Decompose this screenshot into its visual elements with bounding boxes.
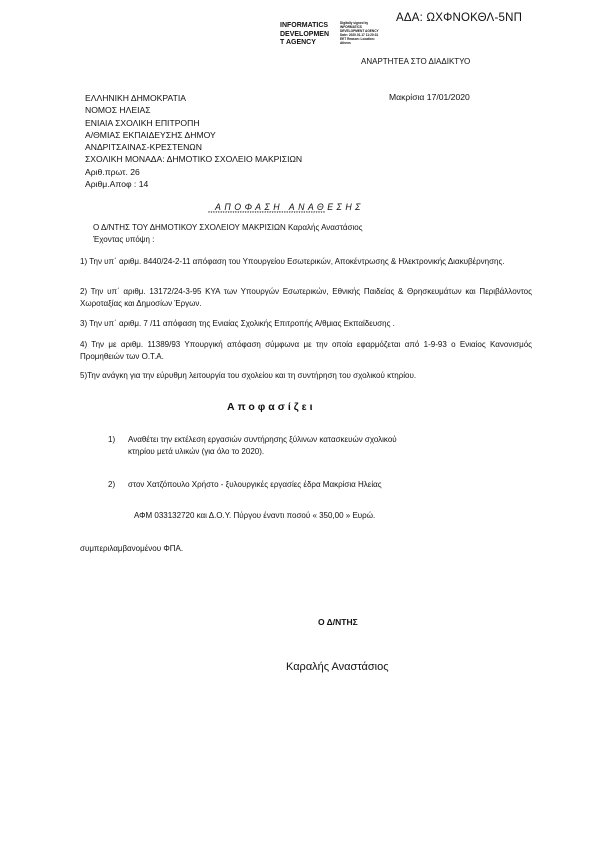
agency-logo (280, 22, 329, 48)
header-line: ΣΧΟΛΙΚΗ ΜΟΝΑΔΑ: ΔΗΜΟΤΙΚΟ ΣΧΟΛΕΙΟ ΜΑΚΡΙΣΙΩΝ (85, 154, 303, 165)
decision-number: 1) (108, 435, 116, 444)
consideration-item: 5)Την ανάγκη για την εύρυθμη λειτουργία του σχολείου και τη συντήρηση του σχολικού κτηρίου. (80, 371, 417, 380)
signer-name: Καραλής Αναστάσιος (286, 661, 389, 673)
ada-code: ΑΔΑ: ΩΧΦΝΟΚΘΛ-5ΝΠ (396, 12, 523, 24)
decision-text: Αναθέτει την εκτέλεση εργασιών συντήρησης ξύλινων κατασκευών σχολικού (128, 435, 397, 444)
tax-id-amount: ΑΦΜ 033132720 και Δ.Ο.Υ. Πύργου έναντι ποσού « 350,00 » Ευρώ. (134, 511, 376, 520)
intro-line: Έχοντας υπόψη : (93, 234, 155, 244)
posted-notice: ΑΝΑΡΤΗΤΕΑ ΣΤΟ ΔΙΑΔΙΚΤΥΟ (361, 57, 471, 66)
header-line: Α/ΘΜΙΑΣ ΕΚΠΑΙΔΕΥΣΗΣ ΔΗΜΟΥ (85, 129, 216, 140)
intro-line: Ο Δ/ΝΤΗΣ ΤΟΥ ΔΗΜΟΤΙΚΟΥ ΣΧΟΛΕΙΟΥ ΜΑΚΡΙΣΙΩΝ Καραλής Αναστάσιος (93, 223, 363, 232)
decision-number: Αριθμ.Αποφ : 14 (85, 179, 149, 190)
consideration-item: 4) Την με αριθμ. 11389/93 Υπουργική απόφαση σύμφωνα με την οποία εφαρμόζεται από 1-9-93 ο Ενιαίος Κανονισμός Προμηθειών των Ο.Τ.Α. (80, 340, 532, 361)
agency-name-line: T AGENCY (280, 39, 316, 46)
signer-title: Ο Δ/ΝΤΗΣ (318, 617, 358, 627)
decision-text: κτηρίου μετά υλικών (για όλο το 2020). (128, 447, 265, 456)
agency-name-line: INFORMATICS (280, 22, 329, 29)
header-line: ΝΟΜΟΣ ΗΛΕΙΑΣ (85, 105, 151, 116)
protocol-number: Αριθ.πρωτ. 26 (85, 166, 140, 177)
header-line: ΕΛΛΗΝΙΚΗ ΔΗΜΟΚΡΑΤΙΑ (85, 93, 186, 103)
consideration-item: 3) Την υπ΄ αριθμ. 7 /11 απόφαση της Ενιαίας Σχολικής Επιτροπής Α/θμιας Εκπαίδευσης . (80, 319, 395, 328)
intro (93, 222, 363, 245)
header-line: ΕΝΙΑΙΑ ΣΧΟΛΙΚΗ ΕΠΙΤΡΟΠΗ (85, 117, 200, 128)
document-header (85, 92, 302, 190)
decides-heading: Αποφασίζει (227, 401, 316, 413)
digital-signature-text: Digitally signed by INFORMATICS DEVELOPMENT AGENCY Date: 2020.01.17 11:20:31 EET Reason: Location: Athens (340, 21, 379, 45)
agency-name-line: DEVELOPMEN (280, 30, 330, 38)
document-title: ΑΠΟΦΑΣΗ ΑΝΑΘΕΣΗΣ (215, 202, 364, 212)
consideration-item: 1) Την υπ΄ αριθμ. 8440/24-2-11 απόφαση του Υπουργείου Εσωτερικών, Αποκέντρωσης & Ηλεκτρονικής Διακυβέρνησης. (80, 257, 505, 266)
decision-number: 2) (108, 480, 116, 489)
title-underline: ************************************************ (208, 211, 326, 217)
header-line: ΑΝΔΡΙΤΣΑΙΝΑΣ-ΚΡΕΣΤΕΝΩΝ (85, 142, 202, 153)
vat-note: συμπεριλαμβανομένου ΦΠΑ. (80, 544, 184, 553)
document-date: Μακρίσια 17/01/2020 (389, 92, 470, 102)
consideration-item: 2) Την υπ΄ αριθμ. 13172/24-3-95 ΚΥΑ των Υπουργών Εσωτερικών, Εθνικής Παιδείας & Θρησκευμάτων και Περιβάλλοντος Χωροταξίας και Δημοσίων Έργων. (80, 287, 532, 308)
decision-text: στον Χατζόπουλο Χρήστο - ξυλουργικές εργασίες έδρα Μακρίσια Ηλείας (128, 480, 382, 489)
